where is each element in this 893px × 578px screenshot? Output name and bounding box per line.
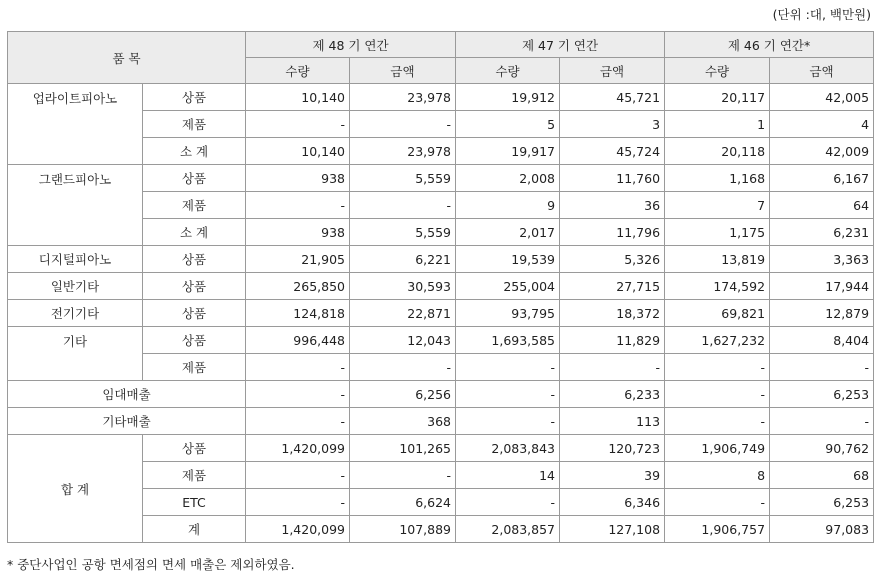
value-cell: 113 [560,408,665,435]
header-qty: 수량 [246,58,350,84]
subcategory-cell: 상품 [143,300,246,327]
category-cell: 그랜드피아노 [8,165,143,246]
table-row [8,300,874,327]
value-cell: 1,168 [665,165,770,192]
value-cell: 6,624 [350,489,456,516]
value-cell: 996,448 [246,327,350,354]
value-cell: - [665,489,770,516]
subcategory-cell: 제품 [143,192,246,219]
table-row [8,84,874,111]
value-cell: 42,005 [770,84,874,111]
subcategory-cell: 소 계 [143,138,246,165]
value-cell: 5,559 [350,165,456,192]
subcategory-cell: 제품 [143,111,246,138]
table-row [8,273,874,300]
subcategory-cell: 소 계 [143,219,246,246]
value-cell: - [350,354,456,381]
value-cell: 6,253 [770,381,874,408]
category-cell: 일반기타 [8,273,143,300]
value-cell: 39 [560,462,665,489]
value-cell: 45,724 [560,138,665,165]
value-cell: 11,796 [560,219,665,246]
sales-table [7,31,874,543]
value-cell: 1,175 [665,219,770,246]
value-cell: 27,715 [560,273,665,300]
value-cell: 23,978 [350,84,456,111]
category-cell: 디지털피아노 [8,246,143,273]
subcategory-cell: 상품 [143,327,246,354]
value-cell: 124,818 [246,300,350,327]
table-row [8,165,874,192]
header-period-47: 제 47 기 연간 [456,32,665,58]
value-cell: 8,404 [770,327,874,354]
value-cell: 42,009 [770,138,874,165]
table-row [8,408,874,435]
value-cell: 2,083,857 [456,516,560,543]
value-cell: 368 [350,408,456,435]
value-cell: - [456,489,560,516]
value-cell: 17,944 [770,273,874,300]
value-cell: 12,043 [350,327,456,354]
value-cell: 14 [456,462,560,489]
value-cell: 6,253 [770,489,874,516]
header-amt: 금액 [560,58,665,84]
value-cell: 1,906,757 [665,516,770,543]
value-cell: 2,083,843 [456,435,560,462]
value-cell: 19,539 [456,246,560,273]
value-cell: 938 [246,219,350,246]
value-cell: 6,221 [350,246,456,273]
subcategory-cell: 상품 [143,273,246,300]
value-cell: 265,850 [246,273,350,300]
value-cell: - [246,381,350,408]
table-row [8,327,874,354]
value-cell: - [246,192,350,219]
value-cell: 23,978 [350,138,456,165]
value-cell: 97,083 [770,516,874,543]
subcategory-cell: 제품 [143,462,246,489]
category-cell: 업라이트피아노 [8,84,143,165]
value-cell: 8 [665,462,770,489]
value-cell: - [665,408,770,435]
header-amt: 금액 [350,58,456,84]
value-cell: 93,795 [456,300,560,327]
table-row [8,381,874,408]
value-cell: 1,420,099 [246,516,350,543]
value-cell: 6,231 [770,219,874,246]
value-cell: 20,118 [665,138,770,165]
value-cell: - [246,354,350,381]
value-cell: 64 [770,192,874,219]
value-cell: - [665,354,770,381]
value-cell: 174,592 [665,273,770,300]
category-cell: 합 계 [8,435,143,543]
value-cell: 9 [456,192,560,219]
value-cell: - [456,381,560,408]
category-cell: 기타매출 [8,408,246,435]
value-cell: 13,819 [665,246,770,273]
footnote: * 중단사업인 공항 면세점의 면세 매출은 제외하였음. [7,557,295,572]
value-cell: 45,721 [560,84,665,111]
value-cell: 11,760 [560,165,665,192]
header-period-48: 제 48 기 연간 [246,32,456,58]
value-cell: - [246,408,350,435]
value-cell: 19,912 [456,84,560,111]
category-cell: 전기기타 [8,300,143,327]
value-cell: 20,117 [665,84,770,111]
header-period-46: 제 46 기 연간* [665,32,874,58]
value-cell: 30,593 [350,273,456,300]
value-cell: - [350,462,456,489]
value-cell: 3 [560,111,665,138]
value-cell: 101,265 [350,435,456,462]
value-cell: 120,723 [560,435,665,462]
value-cell: 18,372 [560,300,665,327]
value-cell: - [456,408,560,435]
value-cell: 6,233 [560,381,665,408]
value-cell: 255,004 [456,273,560,300]
table-row [8,435,874,462]
value-cell: 90,762 [770,435,874,462]
value-cell: 7 [665,192,770,219]
value-cell: 6,167 [770,165,874,192]
value-cell: 11,829 [560,327,665,354]
header-qty: 수량 [456,58,560,84]
subcategory-cell: 상품 [143,165,246,192]
value-cell: - [456,354,560,381]
value-cell: 938 [246,165,350,192]
value-cell: 107,889 [350,516,456,543]
header-amt: 금액 [770,58,874,84]
value-cell: 10,140 [246,84,350,111]
value-cell: - [770,408,874,435]
value-cell: 1,627,232 [665,327,770,354]
value-cell: 36 [560,192,665,219]
value-cell: 6,346 [560,489,665,516]
value-cell: 1,420,099 [246,435,350,462]
value-cell: 1 [665,111,770,138]
value-cell: - [246,489,350,516]
value-cell: - [770,354,874,381]
subcategory-cell: 상품 [143,435,246,462]
subcategory-cell: 상품 [143,84,246,111]
value-cell: 68 [770,462,874,489]
subcategory-cell: ETC [143,489,246,516]
value-cell: - [246,111,350,138]
value-cell: 5,559 [350,219,456,246]
category-cell: 기타 [8,327,143,381]
value-cell: 5 [456,111,560,138]
value-cell: 1,693,585 [456,327,560,354]
value-cell: 1,906,749 [665,435,770,462]
value-cell: 6,256 [350,381,456,408]
value-cell: 12,879 [770,300,874,327]
value-cell: - [350,111,456,138]
value-cell: 10,140 [246,138,350,165]
value-cell: 4 [770,111,874,138]
value-cell: 5,326 [560,246,665,273]
header-item: 품 목 [8,32,246,84]
header-qty: 수량 [665,58,770,84]
table-row [8,246,874,273]
subcategory-cell: 제품 [143,354,246,381]
category-cell: 임대매출 [8,381,246,408]
value-cell: - [665,381,770,408]
value-cell: - [246,462,350,489]
value-cell: 69,821 [665,300,770,327]
subcategory-cell: 계 [143,516,246,543]
value-cell: 127,108 [560,516,665,543]
value-cell: 22,871 [350,300,456,327]
subcategory-cell: 상품 [143,246,246,273]
value-cell: 21,905 [246,246,350,273]
value-cell: 3,363 [770,246,874,273]
unit-note: (단위 :대, 백만원) [772,7,871,22]
value-cell: 19,917 [456,138,560,165]
value-cell: 2,008 [456,165,560,192]
value-cell: - [350,192,456,219]
value-cell: 2,017 [456,219,560,246]
value-cell: - [560,354,665,381]
